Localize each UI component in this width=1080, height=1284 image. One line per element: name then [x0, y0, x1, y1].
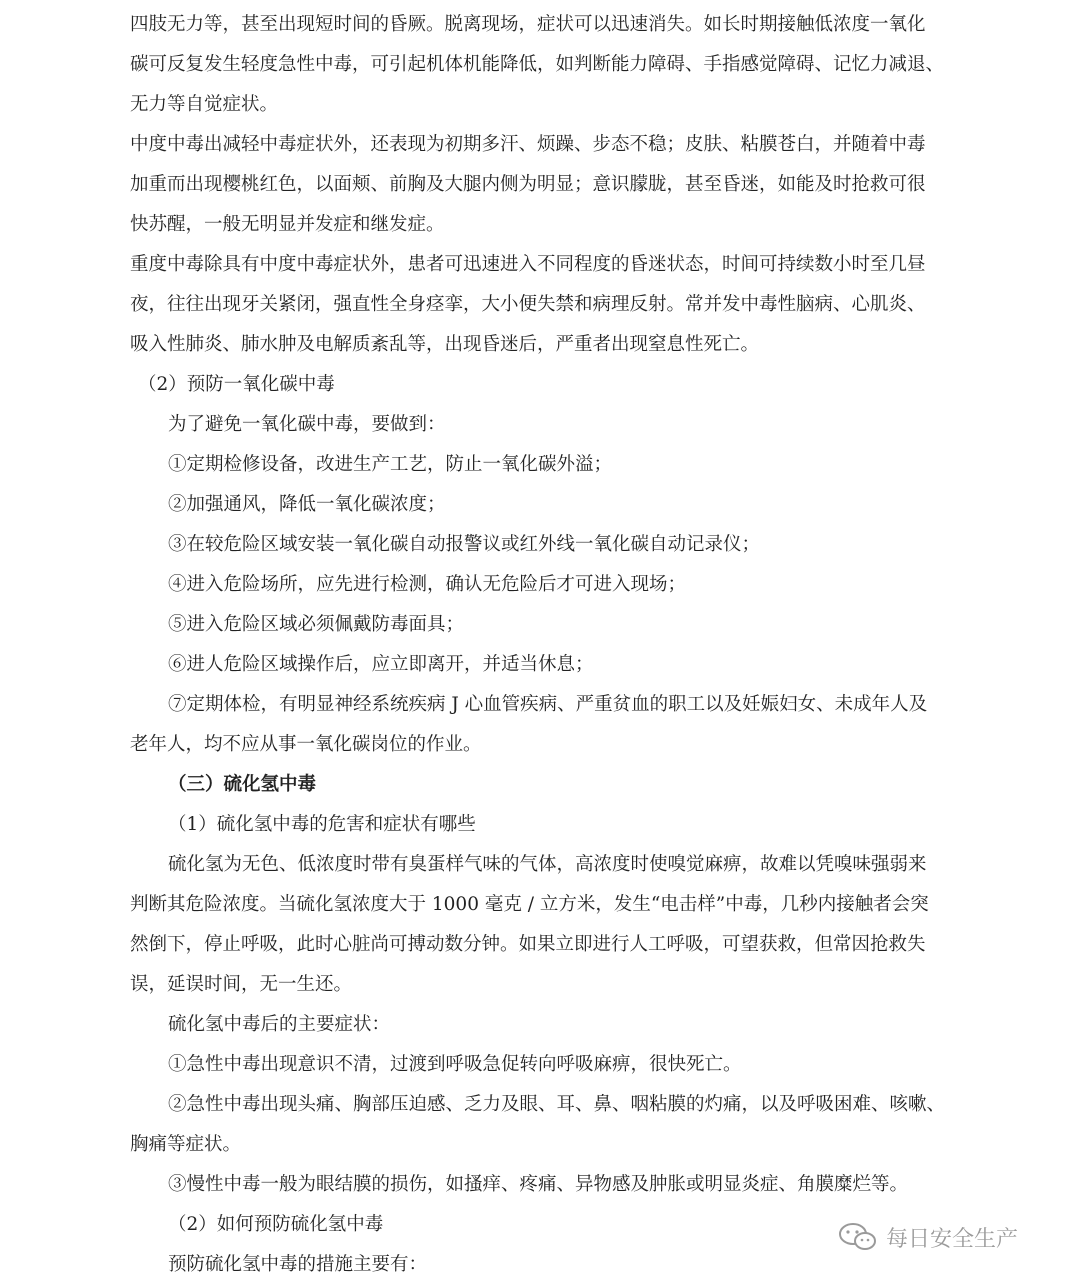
wechat-icon — [838, 1222, 878, 1252]
list-item: ⑤进入危险区域必须佩戴防毒面具； — [168, 614, 465, 635]
list-item: ②急性中毒出现头痛、胸部压迫感、乏力及眼、耳、鼻、咽粘膜的灼痛，以及呼吸困难、咳嗽、 — [168, 1094, 946, 1115]
section-title: （三）硫化氢中毒 — [168, 774, 317, 795]
text-line: 然倒下，停止呼吸，此时心脏尚可搏动数分钟。如果立即进行人工呼吸，可望获救，但常因抢救失 — [130, 934, 926, 955]
text-line: 预防硫化氢中毒的措施主要有： — [168, 1254, 428, 1275]
list-item: ①定期检修设备，改进生产工艺，防止一氧化碳外溢； — [168, 454, 613, 475]
text-line: 硫化氢中毒后的主要症状： — [168, 1014, 391, 1035]
list-item: ③在较危险区域安装一氧化碳自动报警议或红外线一氧化碳自动记录仪； — [168, 534, 761, 555]
section-heading: （2）预防一氧化碳中毒 — [138, 374, 335, 395]
text-line: 吸入性肺炎、肺水肿及电解质紊乱等，出现昏迷后，严重者出现窒息性死亡。 — [130, 334, 760, 355]
list-item: ③慢性中毒一般为眼结膜的损伤，如搔痒、疼痛、异物感及肿胀或明显炎症、角膜糜烂等。 — [168, 1174, 909, 1195]
text-line: 无力等自觉症状。 — [130, 94, 279, 115]
text-line: 老年人，均不应从事一氧化碳岗位的作业。 — [130, 734, 482, 755]
text-line: 碳可反复发生轻度急性中毒，可引起机体机能降低，如判断能力障碍、手指感觉障碍、记忆力减退、 — [130, 54, 945, 75]
list-item: ②加强通风，降低一氧化碳浓度； — [168, 494, 446, 515]
list-item: ⑥进人危险区域操作后，应立即离开，并适当休息； — [168, 654, 594, 675]
text-line: 四肢无力等，甚至出现短时间的昏厥。脱离现场，症状可以迅速消失。如长时期接触低浓度一氧化 — [130, 14, 926, 35]
text-line: 加重而出现樱桃红色，以面颊、前胸及大腿内侧为明显；意识朦胧，甚至昏迷，如能及时抢救可很 — [130, 174, 926, 195]
text-line: 快苏醒，一般无明显并发症和继发症。 — [130, 214, 445, 235]
list-item: ⑦定期体检，有明显神经系统疾病 J 心血管疾病、严重贫血的职工以及妊娠妇女、未成年人及 — [168, 694, 928, 715]
section-heading: （2）如何预防硫化氢中毒 — [168, 1214, 384, 1235]
text-line: 中度中毒出减轻中毒症状外，还表现为初期多汗、烦躁、步态不稳；皮肤、粘膜苍白，并随着中毒 — [130, 134, 926, 155]
text-line: 硫化氢为无色、低浓度时带有臭蛋样气味的气体，高浓度时使嗅觉麻痹，故难以凭嗅味强弱来 — [168, 854, 927, 875]
list-item: ①急性中毒出现意识不清，过渡到呼吸急促转向呼吸麻痹，很快死亡。 — [168, 1054, 742, 1075]
watermark — [838, 1220, 1018, 1254]
list-item: ④进入危险场所，应先进行检测，确认无危险后才可进入现场； — [168, 574, 687, 595]
text-line: 误，延误时间，无一生还。 — [130, 974, 353, 995]
text-line: 判断其危险浓度。当硫化氢浓度大于 1000 毫克 / 立方米，发生“电击样”中毒，几秒内接触者会突 — [130, 894, 929, 915]
watermark-text: 每日安全生产 — [886, 1226, 1019, 1252]
section-heading: （1）硫化氢中毒的危害和症状有哪些 — [168, 814, 476, 835]
text-line: 重度中毒除具有中度中毒症状外，患者可迅速进入不同程度的昏迷状态，时间可持续数小时至几昼 — [130, 254, 926, 275]
text-line: 胸痛等症状。 — [130, 1134, 242, 1155]
text-line: 为了避免一氧化碳中毒，要做到： — [168, 414, 446, 435]
text-line: 夜，往往出现牙关紧闭，强直性全身痉挛，大小便失禁和病理反射。常并发中毒性脑病、心肌炎、 — [130, 294, 926, 315]
